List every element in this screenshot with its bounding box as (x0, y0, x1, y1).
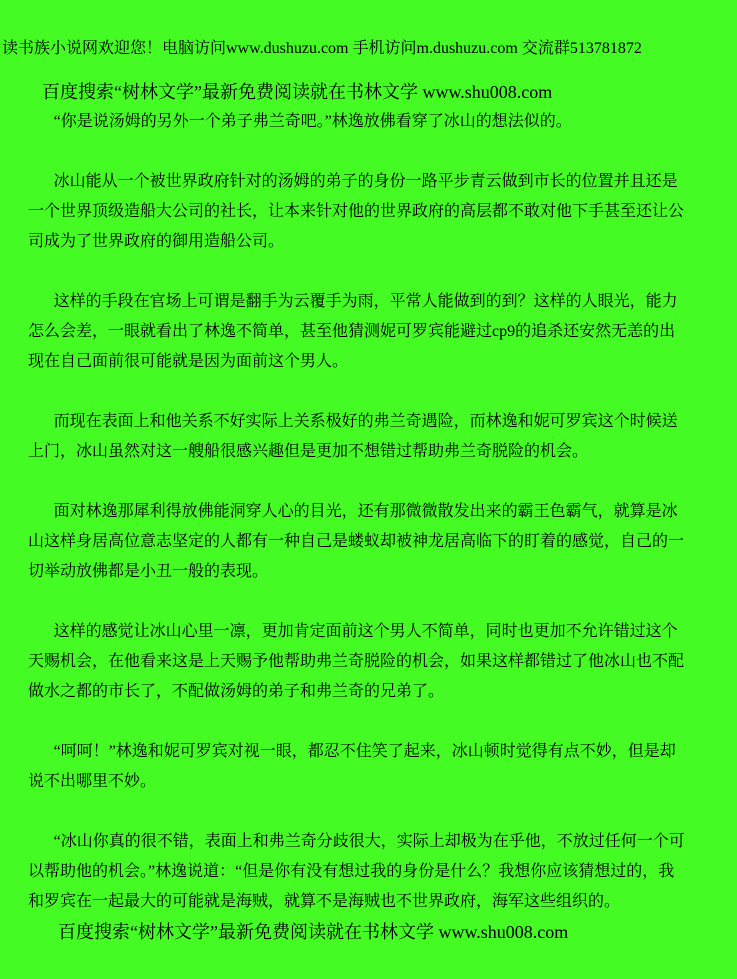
promo-link-bottom: 百度搜索“树林文学”最新免费阅读就在书林文学 www.shu008.com (58, 922, 569, 942)
site-welcome-banner: 读书族小说网欢迎您！电脑访问www.dushuzu.com 手机访问m.dushuzu.com 交流群513781872 (2, 40, 642, 57)
paragraph: “呵呵！”林逸和妮可罗宾对视一眼，都忍不住笑了起来，冰山顿时觉得有点不妙，但是却说不出哪里不妙。 (28, 743, 676, 790)
promo-link-top: 百度搜索“树林文学”最新免费阅读就在书林文学 www.shu008.com (42, 82, 553, 102)
paragraph: 冰山能从一个被世界政府针对的汤姆的弟子的身份一路平步青云做到市长的位置并且还是一个世界顶级造船大公司的社长，让本来针对他的世界政府的高层都不敢对他下手甚至还让公司成为了世界政府的御用造船公司。 (28, 173, 685, 250)
paragraph: 而现在表面上和他关系不好实际上关系极好的弗兰奇遇险，而林逸和妮可罗宾这个时候送上门，冰山虽然对这一艘船很感兴趣但是更加不想错过帮助弗兰奇脱险的机会。 (28, 413, 678, 460)
paragraph: “冰山你真的很不错，表面上和弗兰奇分歧很大，实际上却极为在乎他，不放过任何一个可以帮助他的机会。”林逸说道：“但是你有没有想过我的身份是什么？我想你应该猜想过的，我和罗宾在一起最大的可能就是海贼，就算不是海贼也不世界政府，海军这些组织的。 (28, 833, 685, 910)
novel-reader-page (0, 34, 737, 979)
paragraph: 这样的手段在官场上可谓是翻手为云覆手为雨，平常人能做到的到？这样的人眼光，能力怎么会差，一眼就看出了林逸不简单，甚至他猜测妮可罗宾能避过cp9的追杀还安然无恙的出现在自己面前很可能就是因为面前这个男人。 (28, 293, 678, 370)
chapter-content (0, 77, 737, 947)
paragraph: 这样的感觉让冰山心里一凛，更加肯定面前这个男人不简单，同时也更加不允许错过这个天赐机会，在他看来这是上天赐予他帮助弗兰奇脱险的机会，如果这样都错过了他冰山也不配做水之都的市长了，不配做汤姆的弟子和弗兰奇的兄弟了。 (28, 623, 685, 700)
paragraph: “你是说汤姆的另外一个弟子弗兰奇吧。”林逸放佛看穿了冰山的想法似的。 (53, 113, 572, 130)
paragraph: 面对林逸那犀利得放佛能洞穿人心的目光，还有那微微散发出来的霸王色霸气，就算是冰山这样身居高位意志坚定的人都有一种自己是蝼蚁却被神龙居高临下的盯着的感觉，自己的一切举动放佛都是小丑一般的表现。 (28, 503, 685, 580)
